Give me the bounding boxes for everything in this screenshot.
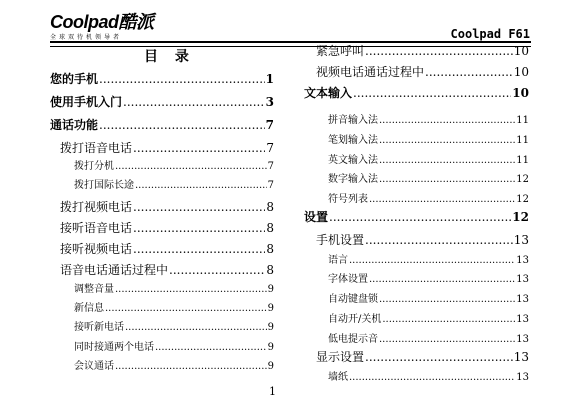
toc-entry-page: 8 [266, 200, 274, 214]
toc-leader-dots [329, 210, 511, 224]
toc-entry-label: 通话功能 [50, 118, 99, 132]
toc-entry-page: 7 [266, 141, 274, 155]
toc-leader-dots [365, 350, 513, 364]
toc-entry-page: 13 [516, 334, 529, 345]
toc-entry-label: 拨打分机 [74, 161, 114, 172]
toc-leader-dots [369, 274, 515, 285]
toc-entry [304, 270, 529, 285]
toc-title: 目 录 [144, 49, 195, 65]
toc-entry-label: 数字输入法 [328, 174, 378, 185]
toc-leader-dots [353, 86, 511, 100]
toc-entry-label: 您的手机 [50, 72, 99, 86]
toc-entry [304, 111, 529, 126]
toc-entry [304, 131, 529, 146]
toc-entry-label: 拼音输入法 [328, 115, 378, 126]
toc-leader-dots [115, 361, 267, 372]
toc-entry-label: 显示设置 [316, 350, 365, 364]
toc-entry-page: 10 [513, 65, 529, 79]
toc-entry-label: 紧急呼叫 [316, 44, 365, 58]
toc-leader-dots [133, 242, 265, 256]
toc-entry-page: 1 [265, 72, 274, 86]
toc-entry-label: 接听视频电话 [60, 242, 133, 256]
toc-entry-page: 8 [266, 221, 274, 235]
toc-entry-label: 符号列表 [328, 194, 368, 205]
toc-entry-page: 12 [516, 174, 529, 185]
toc-entry [304, 310, 529, 325]
toc-entry [304, 290, 529, 305]
toc-entry-page: 13 [516, 294, 529, 305]
toc-entry-label: 视频电话通话过程中 [316, 65, 425, 79]
toc-leader-dots [115, 284, 267, 295]
toc-leader-dots [349, 255, 515, 266]
toc-entry [50, 261, 274, 278]
toc-leader-dots [155, 342, 267, 353]
toc-leader-dots [425, 65, 513, 79]
toc-leader-dots [169, 263, 265, 277]
toc-entry-page: 13 [516, 372, 529, 383]
toc-leader-dots [125, 322, 267, 333]
toc-entry-label: 拨打国际长途 [74, 180, 134, 191]
toc-leader-dots [115, 161, 267, 172]
toc-entry [304, 330, 529, 345]
toc-entry [50, 318, 274, 333]
toc-entry [50, 116, 274, 133]
toc-entry [50, 157, 274, 172]
toc-leader-dots [379, 115, 515, 126]
toc-entry-label: 字体设置 [328, 274, 368, 285]
toc-entry-label: 文本输入 [304, 86, 353, 100]
toc-leader-dots [379, 135, 515, 146]
toc-entry-label: 墙纸 [328, 372, 348, 383]
toc-entry-label: 调整音量 [74, 284, 114, 295]
toc-leader-dots [379, 174, 515, 185]
toc-entry-label: 同时接通两个电话 [74, 342, 154, 353]
toc-entry [304, 208, 529, 225]
toc-entry-label: 手机设置 [316, 233, 365, 247]
toc-entry-page: 13 [513, 233, 529, 247]
toc-entry-label: 自动开/关机 [328, 314, 382, 325]
toc-entry-page: 11 [516, 135, 529, 146]
toc-entry-page: 12 [512, 210, 529, 224]
toc-leader-dots [135, 180, 267, 191]
toc-entry-page: 7 [267, 161, 274, 172]
toc-entry-page: 8 [266, 242, 274, 256]
toc-entry-label: 使用手机入门 [50, 95, 123, 109]
toc-entry-page: 9 [267, 342, 274, 353]
toc-leader-dots [382, 314, 515, 325]
toc-entry-label: 英文输入法 [328, 155, 378, 166]
toc-leader-dots [133, 221, 265, 235]
toc-entry-page: 3 [265, 95, 274, 109]
toc-leader-dots [99, 72, 265, 86]
toc-entry-label: 设置 [304, 210, 329, 224]
toc-entry [50, 70, 274, 87]
toc-leader-dots [133, 200, 265, 214]
toc-entry-label: 拨打语音电话 [60, 141, 133, 155]
model-name: Coolpad F61 [450, 27, 530, 41]
toc-entry [304, 348, 529, 365]
toc-entry-label: 接听新电话 [74, 322, 124, 333]
toc-leader-dots [369, 194, 515, 205]
toc-leader-dots [123, 95, 265, 109]
toc-entry [304, 368, 529, 383]
toc-entry [304, 231, 529, 248]
toc-entry-page: 13 [516, 314, 529, 325]
toc-entry [50, 219, 274, 236]
toc-entry-page: 13 [516, 255, 529, 266]
toc-entry [50, 338, 274, 353]
toc-entry-page: 9 [267, 303, 274, 314]
toc-leader-dots [365, 44, 513, 58]
toc-entry [50, 176, 274, 191]
toc-entry-page: 9 [267, 322, 274, 333]
toc-leader-dots [379, 155, 515, 166]
toc-entry-label: 新信息 [74, 303, 104, 314]
brand-logo [50, 13, 152, 41]
toc-entry-page: 11 [516, 155, 529, 166]
toc-entry-page: 9 [267, 284, 274, 295]
toc-entry-page: 8 [266, 263, 274, 277]
toc-entry [304, 190, 529, 205]
brand-name: Coolpad酷派 [50, 12, 154, 32]
toc-leader-dots [379, 294, 515, 305]
toc-entry-label: 会议通话 [74, 361, 114, 372]
toc-entry [304, 63, 529, 80]
toc-entry-page: 7 [265, 118, 274, 132]
toc-leader-dots [349, 372, 515, 383]
toc-entry [50, 280, 274, 295]
toc-entry [304, 151, 529, 166]
toc-entry [50, 240, 274, 257]
page-number: 1 [269, 385, 276, 398]
toc-entry-label: 接听语音电话 [60, 221, 133, 235]
toc-entry-label: 笔划输入法 [328, 135, 378, 146]
toc-entry [50, 299, 274, 314]
toc-leader-dots [133, 141, 265, 155]
brand-tagline: 全球双待机领导者 [50, 34, 123, 41]
toc-leader-dots [105, 303, 267, 314]
toc-entry [50, 139, 274, 156]
toc-entry [304, 170, 529, 185]
toc-leader-dots [99, 118, 265, 132]
toc-entry-page: 9 [267, 361, 274, 372]
toc-entry-page: 12 [516, 194, 529, 205]
toc-entry [50, 357, 274, 372]
toc-leader-dots [365, 233, 513, 247]
toc-entry-label: 语言 [328, 255, 348, 266]
toc-entry-label: 语音电话通话过程中 [60, 263, 169, 277]
toc-entry-label: 自动键盘锁 [328, 294, 378, 305]
toc-entry [50, 198, 274, 215]
toc-entry-page: 7 [267, 180, 274, 191]
toc-entry [50, 93, 274, 110]
toc-entry [304, 84, 529, 101]
toc-entry [304, 251, 529, 266]
toc-entry-page: 13 [513, 350, 529, 364]
toc-leader-dots [379, 334, 515, 345]
toc-entry-page: 13 [516, 274, 529, 285]
toc-entry-page: 10 [512, 86, 529, 100]
toc-entry-label: 低电提示音 [328, 334, 378, 345]
toc-entry-page: 11 [516, 115, 529, 126]
toc-entry [304, 42, 529, 59]
toc-entry-page: 10 [513, 44, 529, 58]
toc-entry-label: 拨打视频电话 [60, 200, 133, 214]
